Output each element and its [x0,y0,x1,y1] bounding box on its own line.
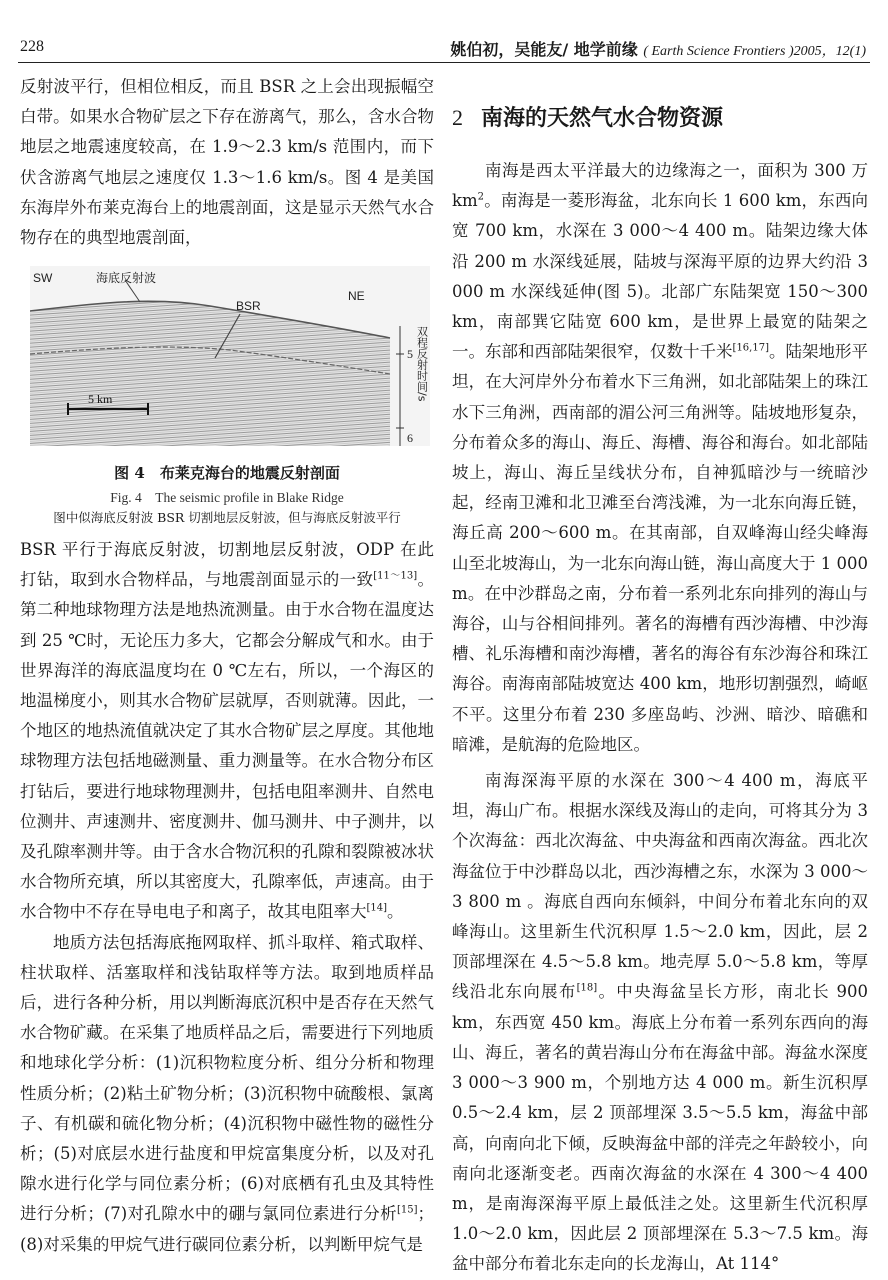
label-seafloor: 海底反射波 [96,271,157,285]
citation: [15] [396,1204,418,1216]
axis-tick-5: 5 [407,347,413,361]
axis-tick-6: 6 [407,431,413,445]
label-ne: NE [348,289,365,303]
figure-caption-en: Fig. 4 The seismic profile in Blake Ridge [110,490,344,505]
paragraph: BSR 平行于海底反射波，切割地层反射波，ODP 在此打钻，取到水合物样品，与地震剖面显示的一致[11～13]。第二种地球物理方法是地热流测量。由于水合物在温度达到 25 ℃时，无论压力多大，它都会分解成气和水。由于世界海洋的海底温度均在 0 ℃左右，所以，一个海区的地温梯度小，则其水合物矿层就厚，否则就薄。因此，一个地区的地热流值就决定了其水合物矿层之厚度。其他地球物理方法包括地磁测量、重力测量等。在水合物分布区打钻后，要进行地球物理测井，包括电阻率测井、自然电位测井、声速测井、密度测井、伽马测井、中子测井，以及孔隙率测井等。由于含水合物沉积的孔隙和裂隙被冰状水合物所充填，所以其密度大，孔隙率低，声速高。由于水合物中不存在导电电子和离子，故其电阻率大[14]。 [20,540,435,922]
paragraph: 南海是西太平洋最大的边缘海之一，面积为 300 万 $km^2$。南海是一菱形海盆，北东向长 1 600 km，东西向宽 700 km，水深在 3 000～4 400 m。陆架边缘大体沿 200 m 水深线延展，陆坡与深海平原的边界大约沿 3 000 m 水深线延伸(图 5)。北部广东陆架宽 150～300 km，南部巽它陆宽 600 km，是世界上最宽的陆架之一。东部和西部陆架很窄，仅数十千米[16,17]。陆架地形平坦，在大河岸外分布着水下三角洲，如北部陆架上的珠江水下三角洲，西南部的湄公河三角洲等。陆坡地形复杂，分布着众多的海山、海丘、海槽、海谷和海台。如北部陆坡上，海山、海丘呈线状分布，自神狐暗沙与一统暗沙起，经南卫滩和北卫滩至台湾浅滩，为一北东向海丘链，海丘高 200～600 m。在其南部，自双峰海山经尖峰海山至北坡海山，为一北东向海山链，海山高度大于 1 000 m。在中沙群岛之南，分布着一系列北东向排列的海山与海谷，山与谷相间排列。著名的海槽有西沙海槽、中沙海槽、礼乐海槽和南沙海槽，著名的海谷有东沙海谷和珠江海谷。南海南部陆坡宽达 400 km，地形切割强烈，崎岖不平。这里分布着 230 多座岛屿、沙洲、暗沙、暗礁和暗滩，是航海的危险地区。 [452,161,869,754]
journal-name: 地学前缘 [568,40,638,59]
citation: [11～13] [373,570,418,582]
citation: [14] [366,902,388,914]
header-rule [18,62,870,63]
section-heading [452,98,868,138]
seismic-profile-image [30,266,430,446]
axis-label: 双程反射时间/s [415,326,429,402]
page-number: 228 [20,38,44,55]
volume-info: 2005，12(1) [793,44,866,59]
paragraph: 南海深海平原的水深在 300～4 400 m，海底平坦，海山广布。根据水深线及海山的走向，可将其分为 3 个次海盆：西北次海盆、中央海盆和西南次海盆。西北次海盆位于中沙群岛以北，西沙海槽之东，水深为 3 000～3 800 m 。海底自西向东倾斜，中间分布着北东向的双峰海山。这里新生代沉积厚 1.5～2.0 km，因此，层 2 顶部埋深在 4.5～5.8 km。地壳厚 5.0～5.8 km，等厚线沿北东向展布[18]。中央海盆呈长方形，南北长 900 km，东西宽 450 km。海底上分布着一系列东西向的海山、海丘，著名的黄岩海山分布在海盆中部。海盆水深度 3 000～3 900 m，个别地方达 4 000 m。新生沉积厚 0.5～2.4 km，层 2 顶部埋深 3.5～5.5 km，海盆中部高，向南向北下倾，反映海盆中部的洋壳之年龄较小，向南向北逐渐变老。西南次海盆的水深在 4 300～4 400 m，是南海深海平原上最低洼之处。这里新生代沉积厚 1.0～2.0 km，因此层 2 顶部埋深在 5.3～7.5 km。海盆中部分布着北东走向的长龙海山，At 114° [452,771,868,1274]
left-column-bottom [20,535,434,1260]
left-column-top [20,72,434,253]
figure-4 [20,258,434,528]
label-bsr: BSR [236,299,261,313]
running-header [0,0,888,70]
authors: 姚伯初，吴能友/ [450,40,569,59]
citation: [16,17] [732,342,769,354]
paragraph: 反射波平行，但相位相反，而且 BSR 之上会出现振幅空白带。如果水合物矿层之下存在游离气，那么，含水合物地层之地震速度较高，在 1.9～2.3 km/s 范围内，而下伏含游离气地层之速度仅 1.3～1.6 km/s。图 4 是美国东海岸外布莱克海台上的地震剖面，这是显示天然气水合物存在的典型地震剖面， [20,77,434,248]
section-title: 南海的天然气水合物资源 [481,105,724,131]
running-title [450,37,866,60]
figure-caption-note: 图中似海底反射波 BSR 切割地层反射波，但与海底反射波平行 [53,510,401,525]
label-sw: SW [33,271,53,285]
journal-name-en: ( Earth Science Frontiers ) [643,44,794,59]
right-column [452,98,868,1280]
citation: [18] [576,982,598,994]
section-number: 2 [452,105,463,130]
figure-caption-zh: 图 4 布莱克海台的地震反射剖面 [114,464,340,482]
paragraph: 地质方法包括海底拖网取样、抓斗取样、箱式取样、柱状取样、活塞取样和浅钻取样等方法。取到地质样品后，进行各种分析，用以判断海底沉积中是否存在天然气水合物矿藏。在采集了地质样品之后，需要进行下列地质和地球化学分析：(1)沉积物粒度分析、组分分析和物理性质分析；(2)粘土矿物分析；(3)沉积物中硫酸根、氯离子、有机碳和硫化物分析；(4)沉积物中磁性物的磁性分析；(5)对底层水进行盐度和甲烷富集度分析，以及对孔隙水进行化学与同位素分析；(6)对底栖有孔虫及其特性进行分析；(7)对孔隙水中的硼与氯同位素进行分析[15]；(8)对采集的甲烷气进行碳同位素分析，以判断甲烷气是 [20,932,434,1254]
scale-label: 5 km [88,392,113,406]
